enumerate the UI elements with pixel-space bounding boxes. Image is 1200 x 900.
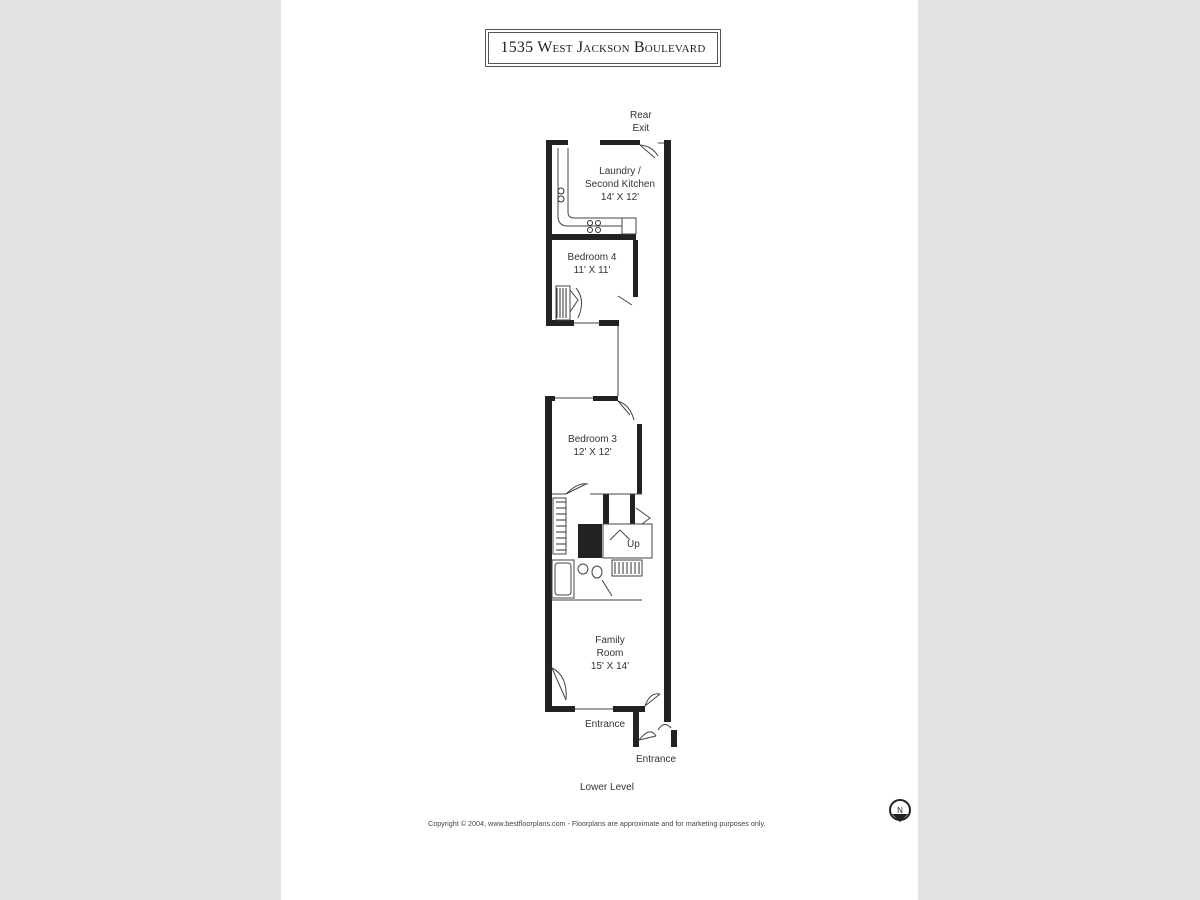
laundry-line-1: Laundry /	[599, 166, 641, 177]
bedroom4-label	[562, 251, 622, 277]
bedroom4-name: Bedroom 4	[567, 252, 617, 263]
compass-letter: N	[897, 806, 903, 815]
family-room-line-2: Room	[596, 648, 624, 659]
copyright-text: Copyright © 2004, www.bestfloorplans.com - Floorplans are approximate and for marketing purposes only.	[428, 819, 766, 828]
rear-exit-line-1: Rear	[630, 110, 652, 121]
stairs-up-label: Up	[627, 539, 640, 550]
rear-exit-label	[630, 109, 652, 135]
entrance-label-2: Entrance	[636, 754, 677, 765]
family-room-label	[580, 634, 640, 673]
laundry-label	[575, 165, 665, 204]
property-title: 1535 West Jackson Boulevard	[488, 32, 718, 64]
family-room-line-1: Family	[595, 635, 625, 646]
bedroom3-name: Bedroom 3	[568, 434, 617, 445]
bedroom4-dimensions: 11' X 11'	[573, 265, 611, 276]
laundry-dimensions: 14' X 12'	[600, 192, 640, 203]
bedroom3-dimensions: 12' X 12'	[573, 447, 612, 458]
laundry-line-2: Second Kitchen	[584, 179, 656, 190]
bedroom3-label	[560, 433, 625, 459]
family-room-dimensions: 15' X 14'	[590, 661, 630, 672]
entrance-label-1: Entrance	[585, 719, 626, 730]
rear-exit-line-2: Exit	[632, 123, 650, 134]
floor-level-label: Lower Level	[580, 782, 634, 793]
